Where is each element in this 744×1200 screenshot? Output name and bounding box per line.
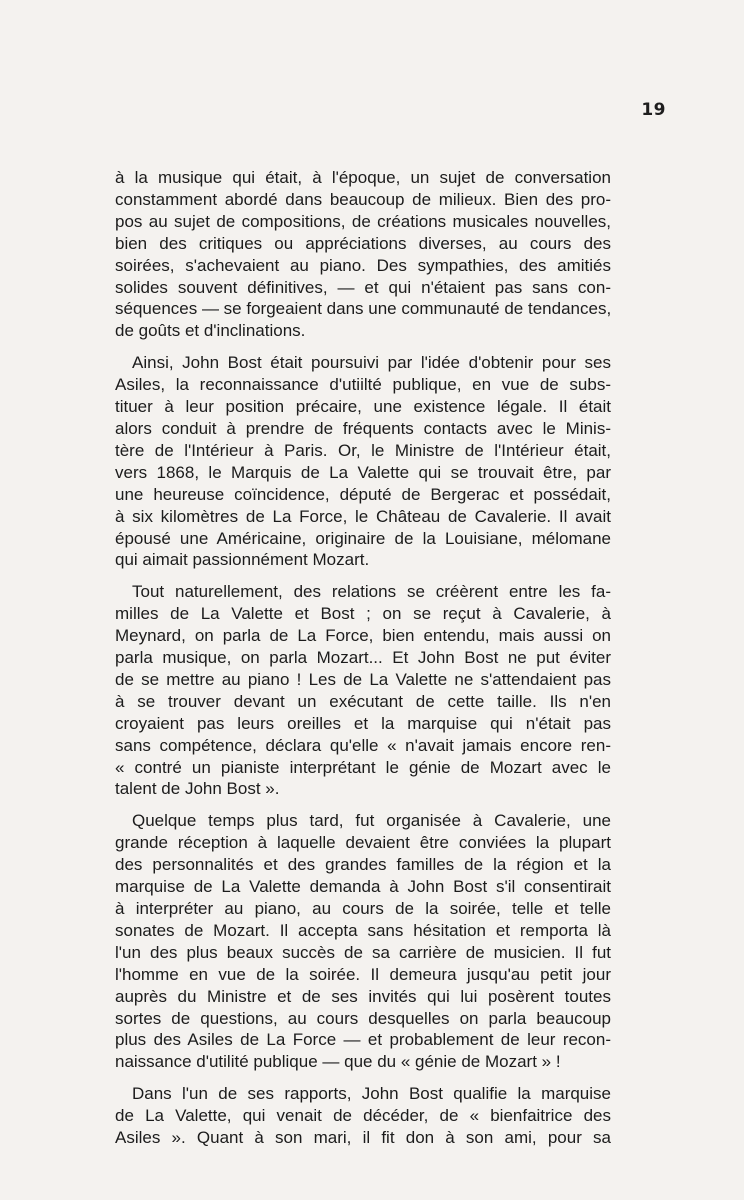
text-line: tère de l'Intérieur à Paris. Or, le Ministre de l'Intérieur était, (115, 440, 611, 460)
text-line: parla musique, on parla Mozart... Et John Bost ne put éviter (115, 648, 611, 668)
text-line: « contré un pianiste interprétant le génie de Mozart avec le (115, 757, 611, 777)
text-line: de goûts et d'inclinations. (115, 321, 306, 341)
paragraph (115, 352, 611, 571)
paragraph (115, 167, 611, 342)
text-line: soirées, s'achevaient au piano. Des sympathies, des amitiés (115, 255, 611, 275)
text-line: alors conduit à prendre de fréquents contacts avec le Minis- (115, 418, 611, 438)
body-text (115, 167, 611, 1159)
text-line: séquences — se forgeaient dans une communauté de tendances, (115, 299, 612, 319)
page-number: 19 (641, 100, 666, 120)
text-line: sonates de Mozart. Il accepta sans hésitation et remporta là (115, 920, 611, 940)
text-line: croyaient pas leurs oreilles et la marquise qui n'était pas (115, 713, 611, 733)
text-line: à la musique qui était, à l'époque, un sujet de conversation (115, 168, 611, 187)
text-line: l'un des plus beaux succès de sa carrière de musicien. Il fut (115, 942, 611, 962)
text-line: à six kilomètres de La Force, le Château de Cavalerie. Il avait (115, 506, 611, 526)
text-line: une heureuse coïncidence, député de Bergerac et possédait, (115, 484, 611, 504)
text-line: bien des critiques ou appréciations diverses, au cours des (115, 233, 611, 253)
text-line: sans compétence, déclara qu'elle « n'avait jamais encore ren- (115, 735, 611, 755)
text-line: Dans l'un de ses rapports, John Bost qualifie la marquise (132, 1084, 611, 1104)
text-line: Meynard, on parla de La Force, bien entendu, mais aussi on (115, 626, 611, 646)
text-line: sortes de questions, au cours desquelles on parla beaucoup (115, 1008, 611, 1028)
text-line: qui aimait passionnément Mozart. (115, 550, 370, 570)
text-line: Ainsi, John Bost était poursuivi par l'idée d'obtenir pour ses (132, 353, 611, 373)
text-line: talent de John Bost ». (115, 779, 280, 799)
text-line: tituer à leur position précaire, une existence légale. Il était (115, 397, 611, 417)
text-line: plus des Asiles de La Force — et probablement de leur recon- (115, 1030, 611, 1050)
text-line: pos au sujet de compositions, de créations musicales nouvelles, (115, 211, 611, 231)
text-line: à se trouver devant un exécutant de cette taille. Ils n'en (115, 691, 611, 711)
paragraph (115, 810, 611, 1073)
text-line: vers 1868, le Marquis de La Valette qui se trouvait être, par (115, 462, 611, 482)
text-line: naissance d'utilité publique — que du « génie de Mozart » ! (115, 1052, 561, 1072)
text-line: Asiles, la reconnaissance d'utiilté publique, en vue de subs- (115, 375, 611, 395)
text-line: Quelque temps plus tard, fut organisée à Cavalerie, une (132, 811, 611, 831)
text-line: solides souvent définitives, — et qui n'étaient pas sans con- (115, 277, 611, 297)
text-line: Asiles ». Quant à son mari, il fit don à son ami, pour sa (115, 1128, 611, 1148)
paragraph (115, 1083, 611, 1149)
text-line: de se mettre au piano ! Les de La Valette ne s'attendaient pas (115, 669, 611, 689)
text-line: épousé une Américaine, originaire de la Louisiane, mélomane (115, 528, 611, 548)
text-line: auprès du Ministre et de ses invités qui lui posèrent toutes (115, 986, 611, 1006)
text-line: grande réception à laquelle devaient être conviées la plupart (115, 833, 611, 853)
text-line: milles de La Valette et Bost ; on se reçut à Cavalerie, à (115, 604, 611, 624)
text-line: l'homme en vue de la soirée. Il demeura jusqu'au petit jour (115, 964, 611, 984)
text-line: Tout naturellement, des relations se créèrent entre les fa- (132, 582, 611, 602)
paragraph (115, 581, 611, 800)
text-line: constamment abordé dans beaucoup de milieux. Bien des pro- (115, 189, 611, 209)
text-line: de La Valette, qui venait de décéder, de « bienfaitrice des (115, 1106, 611, 1126)
text-line: marquise de La Valette demanda à John Bost s'il consentirait (115, 877, 611, 897)
text-line: à interpréter au piano, au cours de la soirée, telle et telle (115, 899, 611, 918)
text-line: des personnalités et des grandes familles de la région et la (115, 855, 611, 875)
